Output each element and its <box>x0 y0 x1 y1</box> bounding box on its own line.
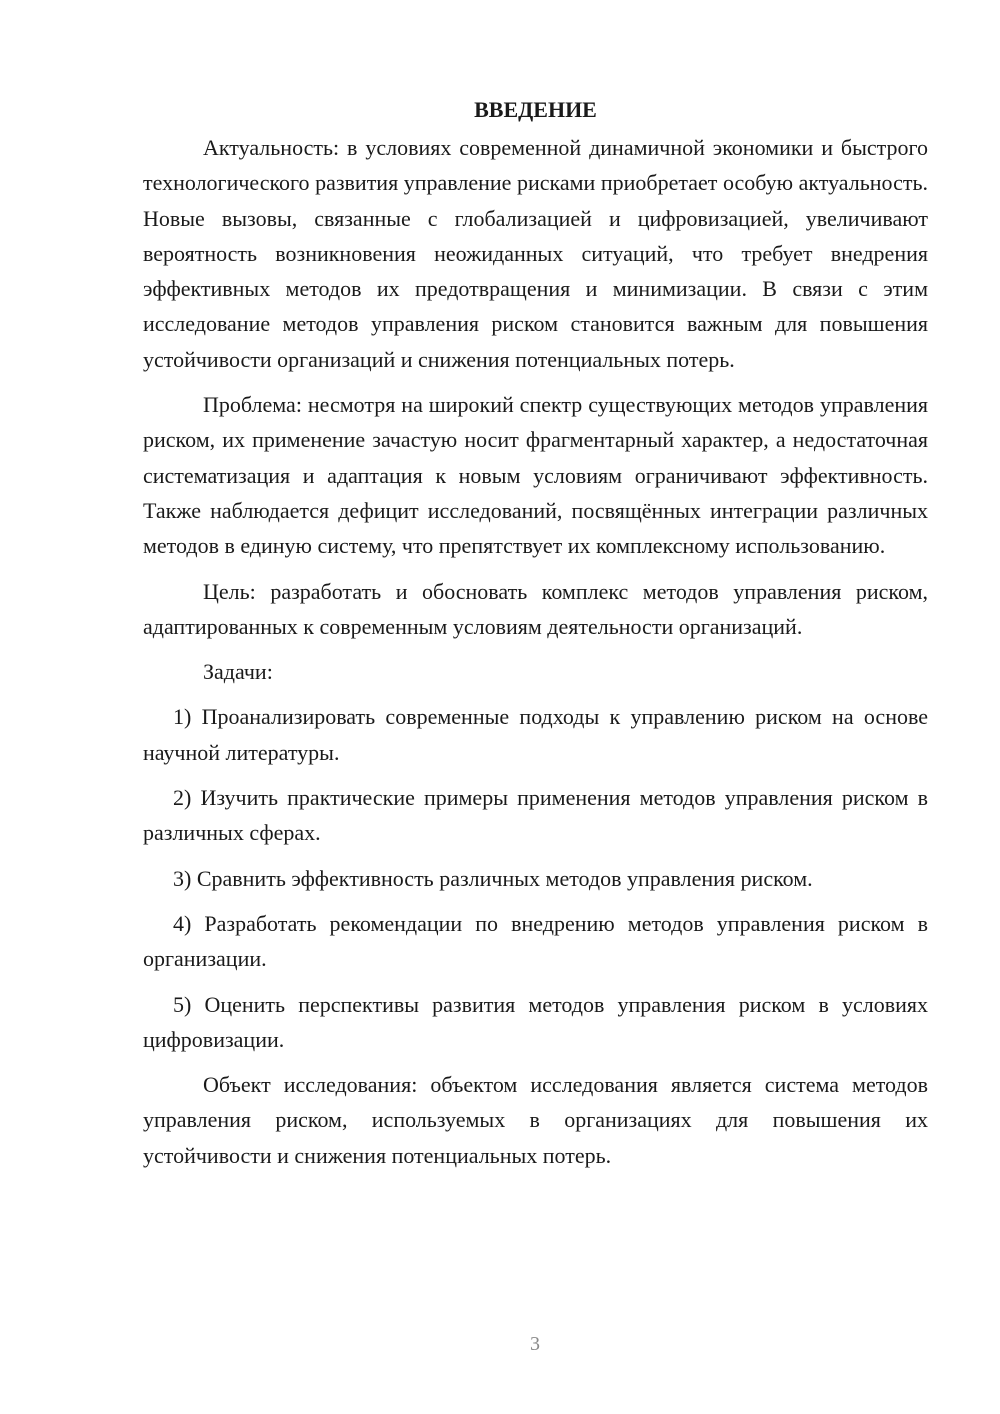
tasks-heading: Задачи: <box>203 659 273 685</box>
goal-paragraph: Цель: разработать и обосновать комплекс методов управления риском, адаптированных к современным условиям деятельности организаций. <box>143 578 928 639</box>
task-item-4: 4) Разработать рекомендации по внедрению методов управления риском в организации. <box>143 910 928 972</box>
object-paragraph: Объект исследования: объектом исследования является система методов управления риском, используемых в организациях для повышения их устойчивости и снижения потенциальных потерь. <box>143 1072 928 1168</box>
task-item-5: 5) Оценить перспективы развития методов управления риском в условиях цифровизации. <box>143 991 928 1052</box>
relevance-paragraph: Актуальность: в условиях современной динамичной экономики и быстрого технологического развития управление рисками приобретает особую актуальность. Новые вызовы, связанные с глобализацией и цифровизацией, увеличивают вероятность возникновения неожиданных ситуаций, что требует внедрения эффективных методов их предотвращения и минимизации. В связи с этим исследование методов управления риском становится важным для повышения устойчивости организаций и снижения потенциальных потерь. <box>143 135 928 372</box>
task-item-2: 2) Изучить практические примеры применения методов управления риском в различных сферах. <box>143 785 928 846</box>
section-heading: ВВЕДЕНИЕ <box>474 97 597 122</box>
page-number: 3 <box>530 1333 540 1355</box>
document-page <box>143 92 928 1173</box>
problem-paragraph: Проблема: несмотря на широкий спектр существующих методов управления риском, их применение зачастую носит фрагментарный характер, а недостаточная систематизация и адаптация к новым условиям ограничивают эффективность. Также наблюдается дефицит исследований, посвящённых интеграции различных методов в единую систему, что препятствует их комплексному использованию. <box>143 392 928 559</box>
task-item-3: 3) Сравнить эффективность различных методов управления риском. <box>173 865 813 891</box>
task-item-1: 1) Проанализировать современные подходы к управлению риском на основе научной литературы. <box>143 704 928 765</box>
